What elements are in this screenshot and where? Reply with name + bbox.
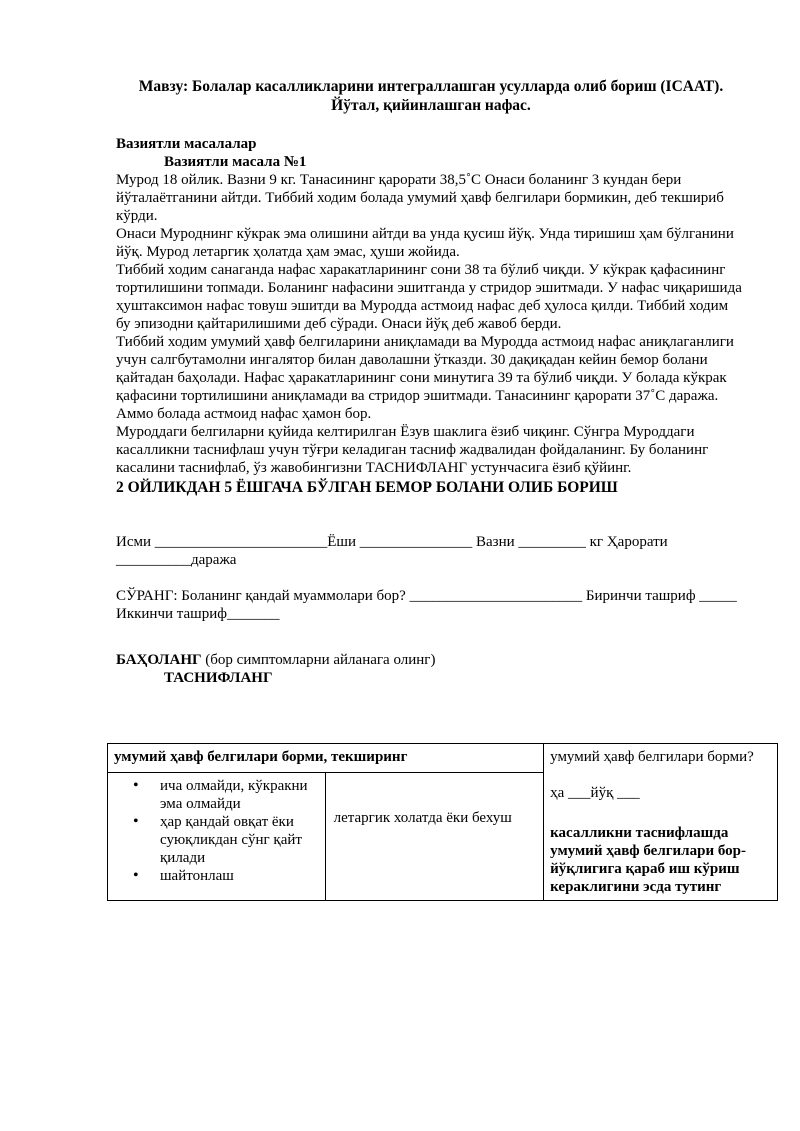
table-header-check: умумий ҳавф белгилари борми, текширинг [108,744,544,773]
list-item: • ҳар қандай овқат ёки суюқликдан сўнг қайт қилади [160,813,319,867]
table-header-question: умумий ҳавф белгилари борми? [550,749,754,765]
table-symptoms-cell [108,773,326,901]
document-title-line1: Мавзу: Болалар касалликларини интеграллашган усулларда олиб бориш (ICААТ). [138,78,724,95]
assess-line [116,651,746,669]
assess-instruction: (бор симптомларни айланага олинг) [201,652,436,668]
paragraph-3: Тиббий ходим санаганда нафас харакатларининг сони 38 та бўлиб чиқди. У кўкрак қафасининг тортилишини топмади. Боланинг нафасини эшитганда у стридор эшитмади. У нафас чиқаришида ҳуштаксимон нафас товуш эшитди ва Муродда астмоид нафас деб ҳулоса қилди. Тиббий ходим бу эпизодни қайтарилишими деб сўради. Онаси йўқ деб жавоб берди. [116,262,742,332]
table-classify-cell [544,744,778,901]
document-title-line2: Йўтал, қийинлашган нафас. [331,97,531,114]
danger-signs-table [107,743,778,901]
management-heading: 2 ОЙЛИКДАН 5 ЁШГАЧА БЎЛГАН БЕМОР БОЛАНИ ОЛИБ БОРИШ [116,479,618,496]
form-line-ask: СЎРАНГ: Боланинг қандай муаммолари бор? _______________________ Биринчи ташриф _____ Иккинчи ташриф_______ [116,588,737,622]
paragraph-2: Онаси Муроднинг кўкрак эма олишини айтди ва унда қусиш йўқ. Унда тиришиш ҳам бўлганини йўқ. Мурод летаргик ҳолатда ҳам эмас, ҳуши жойида. [116,226,734,260]
paragraph-5: Муроддаги белгиларни қуйида келтирилган Ёзув шаклига ёзиб чиқинг. Сўнгра Муроддаги касалликни таснифлаш учун тўғри келадиган тасниф жадвалидан фойдаланинг. Бу боланинг касалини таснифлаб, ўз жавобингизни ТАСНИФЛАНГ устунчасига ёзиб қўйинг. [116,424,709,476]
problem-heading: Вазиятли масала №1 [164,154,307,170]
list-item: • ича олмайди, кўкракни эма олмайди [160,777,319,813]
form-line-name-age: Исми _______________________Ёши _______________ Вазни _________ кг Ҳарорати __________даража [116,534,668,568]
symptom-list [114,777,319,885]
classification-note: касалликни таснифлашда умумий ҳавф белгилари бор-йўқлигига қараб иш кўриш кераклигини эсда тутинг [550,825,746,895]
list-item: • шайтонлаш [160,867,319,885]
assess-label: БАҲОЛАНГ [116,652,202,668]
paragraph-4: Тиббий ходим умумий ҳавф белгиларини аниқламади ва Муродда астмоид нафас аниқлаганлиги учун салгбутамолни ингалятор билан даволашни ўтказди. 30 дақиқадан кейин бемор болани қайтадан баҳолади. Нафас ҳаракатларининг сони минутига 39 та бўлиб чиқди. У болада кўкрак қафасини тортилишини аниқламади ва стридор эшитмади. Танасининг қарорати 37˚С даража. Аммо болада астмоид нафас ҳамон бор. [116,334,734,422]
section-heading: Вазиятли масалалар [116,136,257,152]
table-lethargic-cell: летаргик холатда ёки бехуш [325,773,544,901]
yes-no-field: ҳа ___йўқ ___ [550,785,640,801]
paragraph-1: Мурод 18 ойлик. Вазни 9 кг. Танасининг қарорати 38,5˚С Онаси боланинг 3 кундан бери йўталаётганини айтди. Тиббий ходим болада умумий ҳавф белгилари бормикин, деб текшириб кўрди. [116,172,724,224]
classify-label: ТАСНИФЛАНГ [164,670,273,686]
document-page [116,77,746,687]
